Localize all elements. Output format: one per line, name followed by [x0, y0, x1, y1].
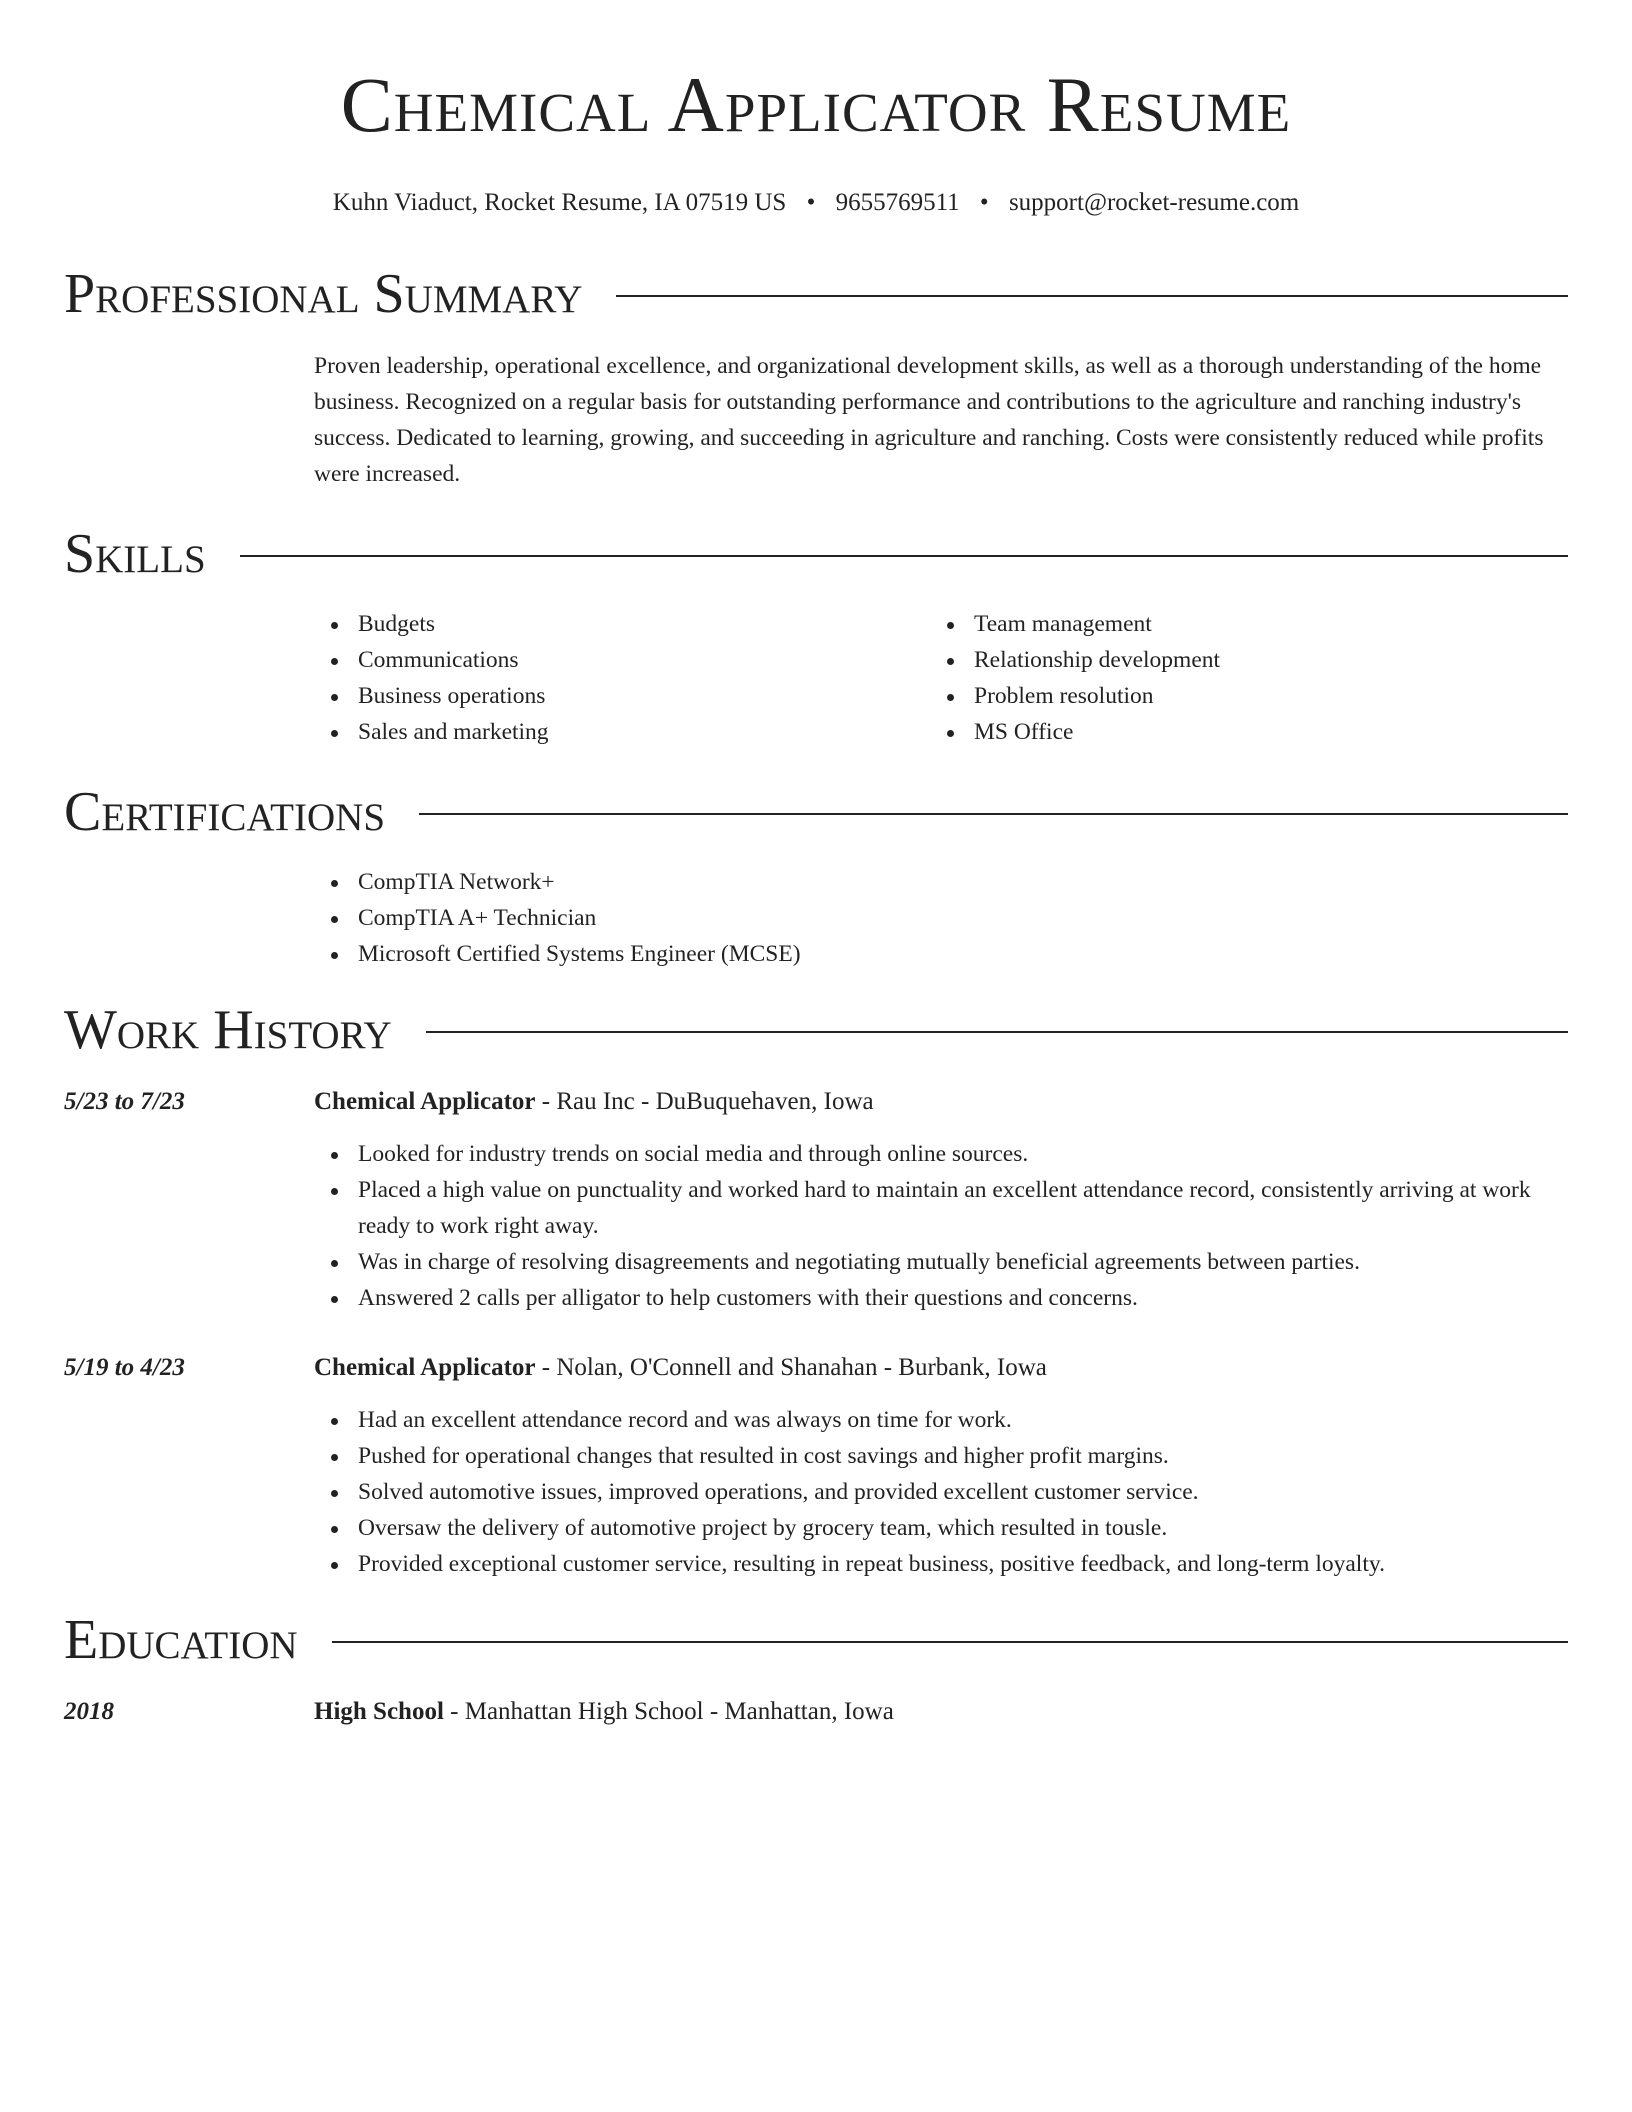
work-bullet: Solved automotive issues, improved operations, and provided excellent customer service.	[358, 1474, 1568, 1510]
skill-item: Communications	[358, 642, 930, 678]
work-bullet: Pushed for operational changes that resulted in cost savings and higher profit margins.	[358, 1438, 1568, 1474]
work-entry	[64, 1084, 1568, 1316]
work-entry-body	[314, 1084, 1568, 1316]
education-section-header	[64, 1608, 1568, 1672]
job-details: - Nolan, O'Connell and Shanahan - Burbank, Iowa	[535, 1354, 1047, 1381]
skill-item: Team management	[974, 606, 1546, 642]
summary-text: Proven leadership, operational excellence, and organizational development skills, as well as a thorough understanding of the home business. Recognized on a regular basis for outstanding performance and contributions to the agriculture and ranching industry's success. Dedicated to learning, growing, and succeeding in agriculture and ranching. Costs were consistently reduced while profits were increased.	[314, 353, 1544, 487]
education-entry-body	[314, 1694, 1568, 1730]
certifications-section-header	[64, 780, 1568, 844]
contact-address: Kuhn Viaduct, Rocket Resume, IA 07519 US	[332, 189, 787, 216]
skill-item: Business operations	[358, 678, 930, 714]
job-title: Chemical Applicator	[314, 1088, 536, 1115]
skills-list-left	[314, 606, 930, 750]
section-divider	[426, 1031, 1568, 1033]
work-title-line	[314, 1084, 1568, 1120]
contact-separator: •	[806, 189, 816, 216]
skills-column-right	[930, 606, 1546, 750]
skills-column-left	[314, 606, 930, 750]
contact-line	[64, 188, 1568, 218]
education-details: - Manhattan High School - Manhattan, Iowa	[443, 1698, 894, 1725]
skill-item: Problem resolution	[974, 678, 1546, 714]
work-history-heading: Work History	[64, 999, 392, 1061]
work-bullet: Placed a high value on punctuality and worked hard to maintain an excellent attendance record, consistently arriving at work ready to work right away.	[358, 1172, 1568, 1244]
work-bullets	[314, 1402, 1568, 1582]
contact-phone: 9655769511	[835, 189, 960, 216]
summary-heading: Professional Summary	[64, 263, 583, 325]
job-title: Chemical Applicator	[314, 1354, 536, 1381]
certification-item: CompTIA A+ Technician	[358, 900, 1568, 936]
education-entry	[64, 1694, 1568, 1730]
education-heading: Education	[64, 1609, 298, 1671]
work-entry	[64, 1350, 1568, 1582]
section-divider	[240, 555, 1568, 557]
job-details: - Rau Inc - DuBuquehaven, Iowa	[535, 1088, 874, 1115]
work-bullets	[314, 1136, 1568, 1316]
skills-list-right	[930, 606, 1546, 750]
resume-title: Chemical Applicator Resume	[340, 61, 1292, 148]
work-date: 5/19 to 4/23	[64, 1354, 185, 1381]
skills-section-header	[64, 522, 1568, 586]
skill-item: Budgets	[358, 606, 930, 642]
certification-item: Microsoft Certified Systems Engineer (MCSE)	[358, 936, 1568, 972]
work-bullet: Looked for industry trends on social media and through online sources.	[358, 1136, 1568, 1172]
work-bullet: Answered 2 calls per alligator to help customers with their questions and concerns.	[358, 1280, 1568, 1316]
skill-item: MS Office	[974, 714, 1546, 750]
work-bullet: Provided exceptional customer service, resulting in repeat business, positive feedback, and long-term loyalty.	[358, 1546, 1568, 1582]
work-bullet: Oversaw the delivery of automotive project by grocery team, which resulted in tousle.	[358, 1510, 1568, 1546]
work-bullet: Was in charge of resolving disagreements and negotiating mutually beneficial agreements between parties.	[358, 1244, 1568, 1280]
degree-title: High School	[314, 1698, 444, 1725]
skills-grid	[314, 606, 1568, 750]
section-divider	[616, 295, 1568, 297]
certifications-heading: Certifications	[64, 781, 386, 843]
work-date: 5/23 to 7/23	[64, 1088, 185, 1115]
certification-item: CompTIA Network+	[358, 864, 1568, 900]
contact-email: support@rocket-resume.com	[1008, 189, 1300, 216]
work-title-line	[314, 1350, 1568, 1386]
skill-item: Sales and marketing	[358, 714, 930, 750]
work-bullet: Had an excellent attendance record and was always on time for work.	[358, 1402, 1568, 1438]
certifications-list	[314, 864, 1568, 972]
work-history-section-header	[64, 998, 1568, 1062]
section-divider	[332, 1641, 1568, 1643]
education-title-line	[314, 1694, 1568, 1730]
skill-item: Relationship development	[974, 642, 1546, 678]
section-divider	[419, 813, 1568, 815]
summary-section-header	[64, 262, 1568, 326]
work-entry-body	[314, 1350, 1568, 1582]
contact-separator: •	[979, 189, 989, 216]
education-date: 2018	[64, 1698, 114, 1725]
certifications-block	[314, 864, 1568, 972]
skills-heading: Skills	[64, 523, 206, 585]
